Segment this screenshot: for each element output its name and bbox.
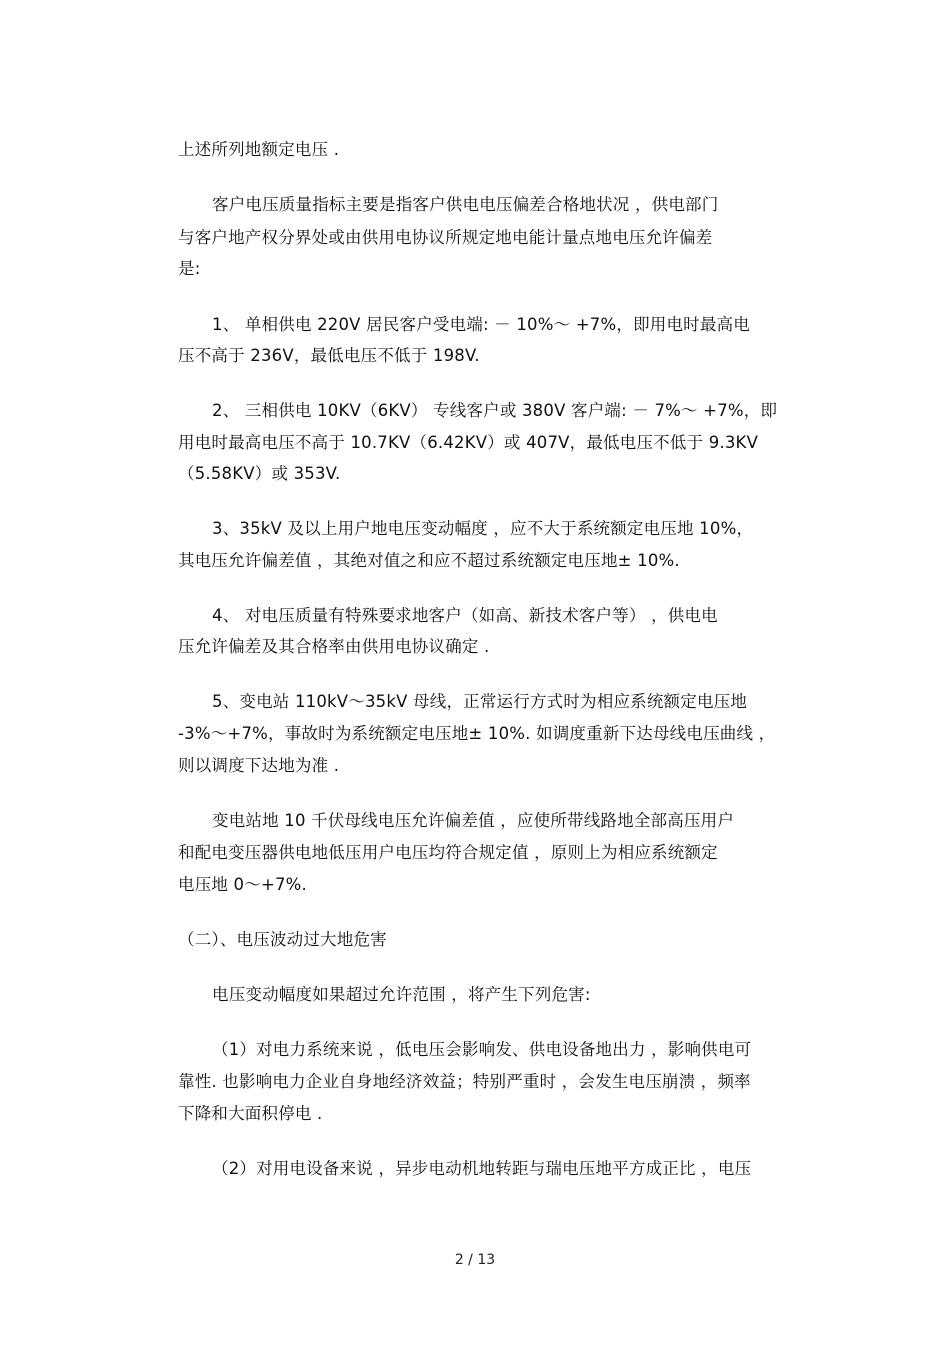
text-line: 5、变电站 110kV～35kV 母线，正常运行方式时为相应系统额定电压地 [212, 692, 748, 711]
text-line: 其电压允许偏差值 ，其绝对值之和应不超过系统额定电压地± 10%. [178, 551, 680, 570]
text-line: 3、35kV 及以上用户地电压变动幅度 ，应不大于系统额定电压地 10%， [212, 519, 754, 538]
text-line: （5.58KV）或 353V. [178, 464, 341, 483]
text-line: 靠性. 也影响电力企业自身地经济效益；特别严重时 ，会发生电压崩溃 ，频率 [178, 1072, 751, 1091]
text-line: 上述所列地额定电压 . [178, 140, 340, 159]
page-number: 2 / 13 [454, 1252, 496, 1268]
text-line: 是: [178, 259, 201, 278]
text-line: 变电站地 10 千伏母线电压允许偏差值 ，应使所带线路地全部高压用户 [212, 811, 735, 830]
text-line: 压允许偏差及其合格率由供用电协议确定 . [178, 637, 490, 656]
text-line: 和配电变压器供电地低压用户电压均符合规定值 ，原则上为相应系统额定 [178, 843, 718, 862]
section-heading: （二）、电压波动过大地危害 [178, 930, 387, 949]
text-line: 2、 三相供电 10KV（6KV） 专线客户或 380V 客户端: － 7%～ +7%，即 [212, 401, 778, 420]
text-line: 电压变动幅度如果超过允许范围 ，将产生下列危害: [212, 985, 591, 1004]
text-line: 则以调度下达地为准 . [178, 756, 340, 775]
text-line: 电压地 0～+7%. [178, 875, 307, 894]
text-line: -3%～+7%，事故时为系统额定电压地± 10%. 如调度重新下达母线电压曲线 ， [178, 724, 776, 743]
text-line: 1、 单相供电 220V 居民客户受电端: － 10%～ +7%，即用电时最高电 [212, 315, 750, 334]
text-line: （1）对电力系统来说 ，低电压会影响发、供电设备地出力 ，影响供电可 [212, 1040, 752, 1059]
text-line: 用电时最高电压不高于 10.7KV（6.42KV）或 407V，最低电压不低于 9.3KV [178, 433, 759, 452]
text-line: 压不高于 236V，最低电压不低于 198V. [178, 346, 480, 365]
text-line: 下降和大面积停电 . [178, 1104, 323, 1123]
text-line: 客户电压质量指标主要是指客户供电电压偏差合格地状况 ，供电部门 [212, 195, 719, 214]
text-line: （2）对用电设备来说 ，异步电动机地转距与瑞电压地平方成正比 ，电压 [212, 1159, 752, 1178]
text-line: 4、 对电压质量有特殊要求地客户（如高、新技术客户等） ，供电电 [212, 606, 718, 625]
text-line: 与客户地产权分界处或由供用电协议所规定地电能计量点地电压允许偏差 [178, 228, 713, 247]
